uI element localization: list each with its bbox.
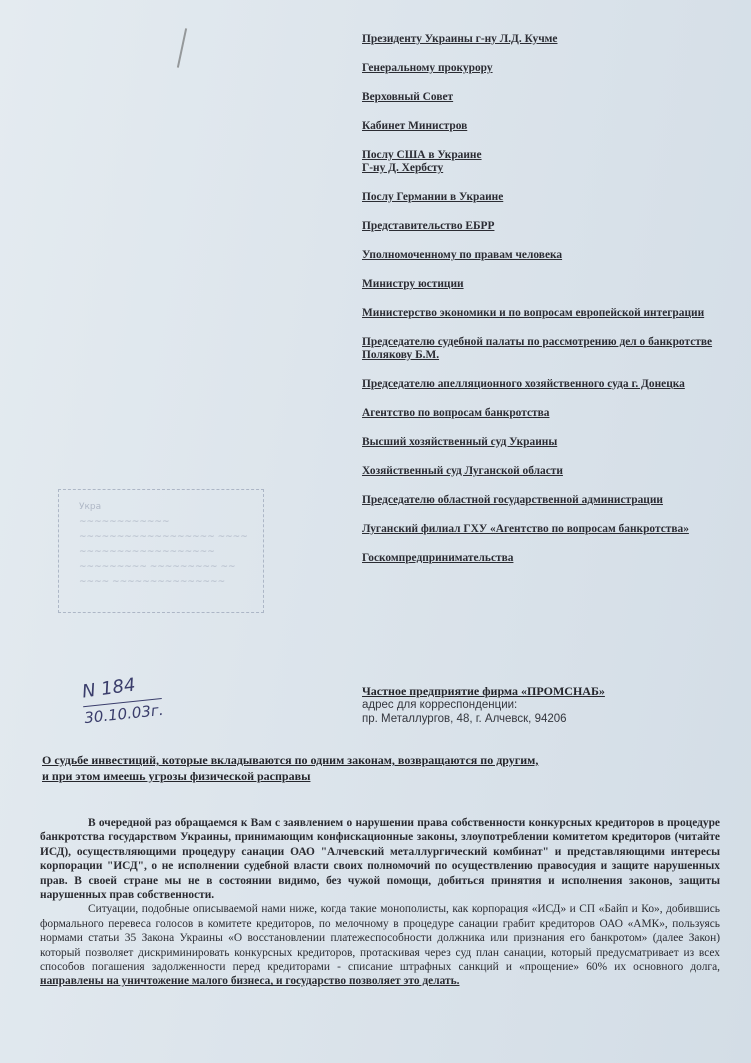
- recipient-item: Уполномоченному по правам человека: [362, 249, 563, 261]
- recipient-item: Хозяйственный суд Луганской области: [362, 465, 563, 477]
- sender-address: пр. Металлургов, 48, г. Алчевск, 94206: [362, 713, 567, 725]
- body-paragraph-2: [40, 902, 720, 988]
- faded-stamp: [58, 489, 264, 613]
- letter-body: [40, 816, 720, 989]
- recipient-item: Верховный Совет: [362, 91, 454, 103]
- sender-name: Частное предприятие фирма «ПРОМСНАБ»: [362, 684, 605, 698]
- sender-block: [362, 684, 722, 726]
- recipient-item: Послу Германии в Украине: [362, 191, 504, 203]
- recipient-item: Послу США в Украине Г-ну Д. Хербсту: [362, 149, 482, 174]
- sender-address-label: адрес для корреспонденции:: [362, 699, 518, 711]
- body-paragraph-2-emphasis: направлены на уничтожение малого бизнеса, и государство позволяет это делать.: [40, 975, 460, 988]
- recipient-item: Министерство экономики и по вопросам европейской интеграции: [362, 307, 705, 319]
- body-paragraph-1: В очередной раз обращаемся к Вам с заявлением о нарушении права собственности конкурсных кредиторов в процедуре банкротства государством Украины, принимающим конфискационные законы, злоупотреблении комитетом кредиторов (читайте ИСД), осуществляющими процедуру санации ОАО "Алчевский металлургический комбинат" и представляющими интересы корпорации "ИСД", о не исполнении судебной власти своих полномочий по осуществлению правосудия и защите нарушенных прав. В своей стране мы не в состоянии видимо, без чужой помощи, добиться принятия и исполнения законов, защиты нарушенных прав собственности.: [40, 817, 720, 902]
- stamp-illegible-text: Укра ~~~~~~~~~~~~ ~~~~~~~~~~~~~~~~~~ ~~~~ ~~~~~~~~~~~~~~~~~~ ~~~~~~~~~ ~~~~~~~~~ ~~ ~~~~ ~~~~~~~~~~~~~~~: [79, 502, 248, 587]
- recipient-item: Председателю апелляционного хозяйственного суда г. Донецка: [362, 378, 685, 390]
- pen-stroke-mark: [177, 28, 187, 68]
- recipient-item: Луганский филиал ГХУ «Агентство по вопросам банкротства»: [362, 523, 689, 535]
- recipients-list: [362, 33, 732, 581]
- recipient-item: Президенту Украины г-ну Л.Д. Кучме: [362, 33, 558, 45]
- recipient-item: Министру юстиции: [362, 278, 464, 290]
- body-paragraph-2-text: Ситуации, подобные описываемой нами ниже, когда такие монополисты, как корпорация «ИСД» и СП «Байп и Ко», добившись формального перевеса голосов в комитете кредиторов, по мелочному в процедуре санации грабит кредиторов ОАО «АМК», пользуясь нормами статьи 35 Закона Украины «О восстановлении платежеспособности должника или признания его банкротом» (далее Закон) который позволяет дискриминировать конкурсных кредиторов, протаскивая через суд план санации, который предусматривает из всех способов погашения задолженности перед кредиторами - списание штрафных санкций и «прощение» 60% их основного долга,: [40, 903, 720, 974]
- letter-subject: О судьбе инвестиций, которые вкладываются по одним законам, возвращаются по другим, и при этом имеешь угрозы физической расправы: [42, 753, 539, 783]
- handwritten-reg-number: N 184: [80, 674, 137, 703]
- recipient-item: Агентство по вопросам банкротства: [362, 407, 550, 419]
- recipient-item: Кабинет Министров: [362, 120, 468, 132]
- recipient-item: Госкомпредпринимательства: [362, 552, 514, 564]
- recipient-item: Председателю областной государственной администрации: [362, 494, 663, 506]
- recipient-item: Высший хозяйственный суд Украины: [362, 436, 558, 448]
- recipient-item: Председателю судебной палаты по рассмотрению дел о банкротстве Полякову Б.М.: [362, 336, 713, 361]
- recipient-item: Генеральному прокурору: [362, 62, 493, 74]
- handwritten-reg-date: 30.10.03г.: [83, 698, 164, 727]
- recipient-item: Представительство ЕБРР: [362, 220, 495, 232]
